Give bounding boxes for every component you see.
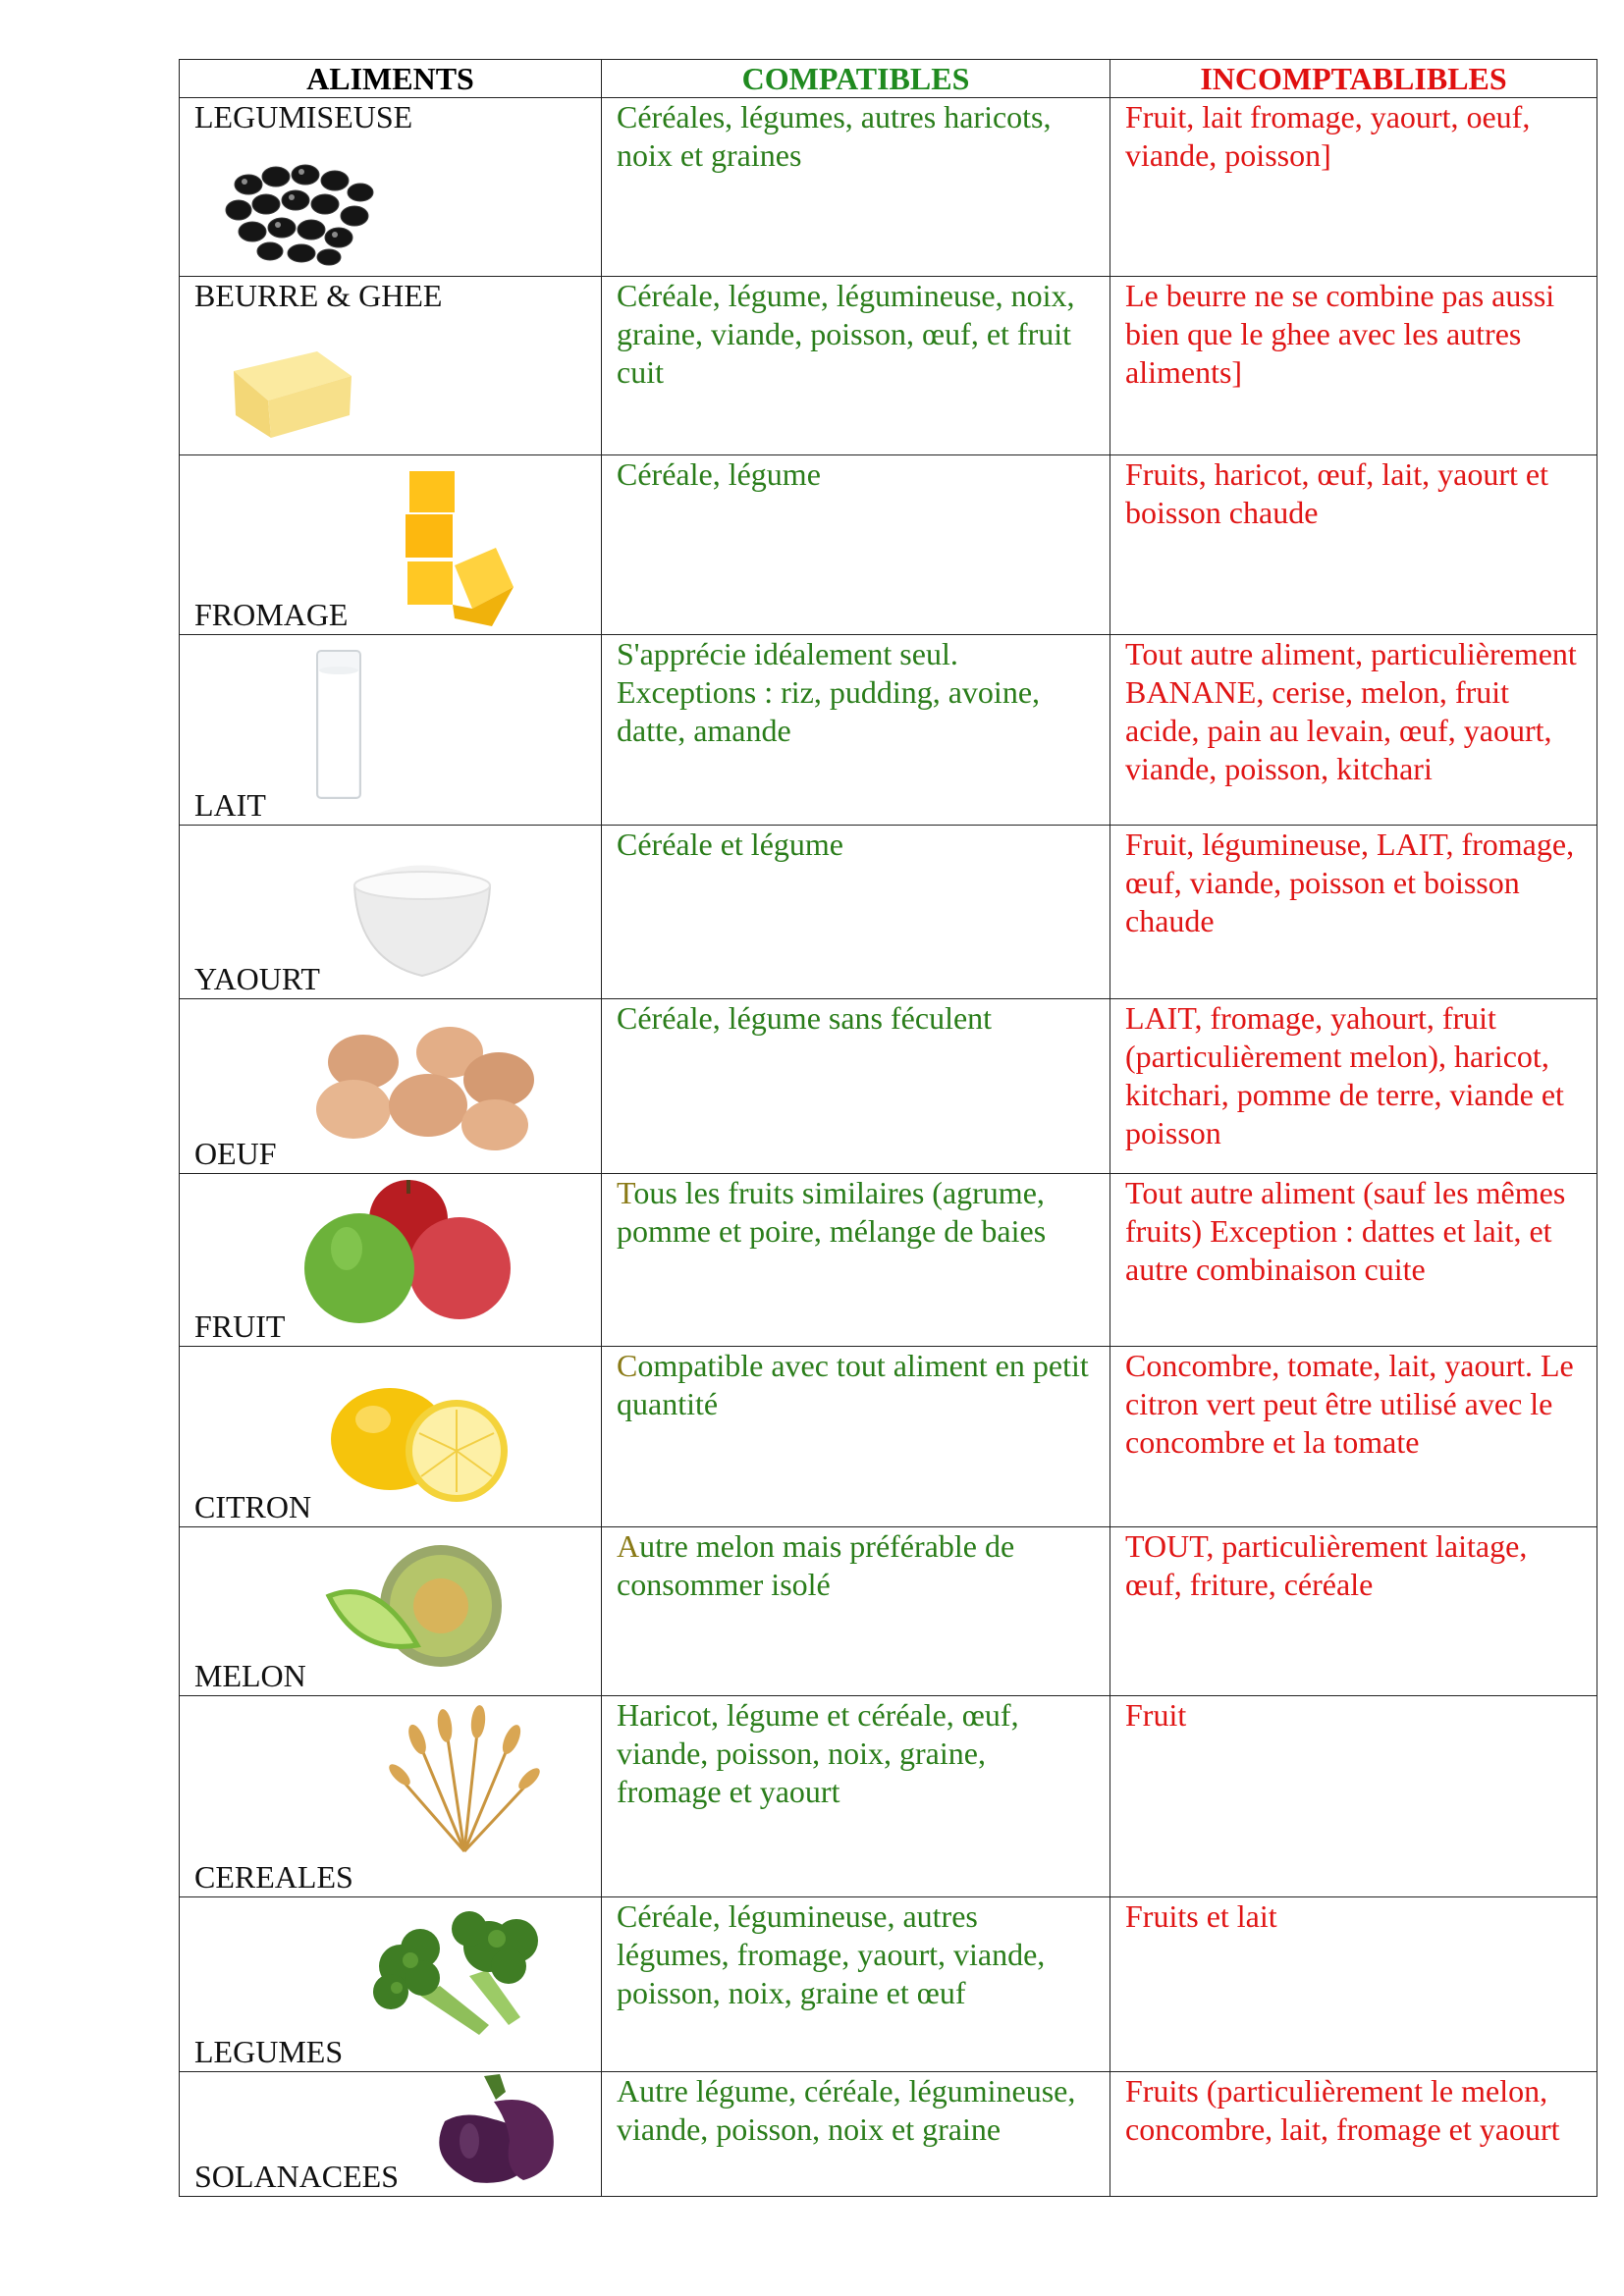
- compatible-text: Céréale et légume: [617, 827, 843, 862]
- table-row: [180, 1527, 1597, 1696]
- compatible-text: ompatible avec tout aliment en petit quantité: [617, 1348, 1089, 1421]
- compatible-first-letter: A: [617, 1528, 640, 1564]
- compatible-first-letter: C: [617, 1348, 638, 1383]
- food-name: BEURRE & GHEE: [194, 278, 443, 313]
- food-name: MELON: [194, 1658, 306, 1693]
- milk-glass-icon: [309, 647, 368, 804]
- incompatible-cell: Le beurre ne se combine pas aussi bien que le ghee avec les autres aliments]: [1110, 277, 1597, 455]
- food-cell: [180, 2072, 602, 2197]
- compatible-cell: [602, 2072, 1110, 2197]
- table-row: [180, 1174, 1597, 1347]
- black-beans-icon: [219, 155, 386, 268]
- incompatible-cell: Fruits, haricot, œuf, lait, yaourt et boisson chaude: [1110, 455, 1597, 635]
- broccoli-icon: [361, 1907, 558, 2045]
- food-name: LAIT: [194, 787, 266, 823]
- food-name: LEGUMES: [194, 2034, 344, 2069]
- table-row: [180, 1696, 1597, 1897]
- food-name: FROMAGE: [194, 597, 349, 632]
- incompatible-cell: Fruit, légumineuse, LAIT, fromage, œuf, viande, poisson et boisson chaude: [1110, 826, 1597, 999]
- compatible-cell: [602, 1527, 1110, 1696]
- incompatible-cell: Fruits et lait: [1110, 1897, 1597, 2072]
- compatible-text: Haricot, légume et céréale, œuf, viande, poisson, noix, graine, fromage et yaourt: [617, 1697, 1019, 1809]
- food-cell: [180, 98, 602, 277]
- food-name: YAOURT: [194, 961, 320, 996]
- food-name: SOLANACEES: [194, 2159, 400, 2194]
- table-row: [180, 826, 1597, 999]
- food-cell: [180, 826, 602, 999]
- incompatible-cell: Tout autre aliment, particulièrement BANANE, cerise, melon, fruit acide, pain au levain, œuf, yaourt, viande, poisson, kitchari: [1110, 635, 1597, 826]
- food-cell: [180, 1347, 602, 1527]
- page: [179, 59, 1597, 2197]
- food-cell: [180, 455, 602, 635]
- compatible-text: Céréale, légume: [617, 456, 821, 492]
- compatible-text: Céréales, légumes, autres haricots, noix et graines: [617, 99, 1052, 173]
- table-row: [180, 2072, 1597, 2197]
- food-name: OEUF: [194, 1136, 277, 1171]
- food-cell: [180, 277, 602, 455]
- compatible-cell: [602, 635, 1110, 826]
- compatible-text: Céréale, légumineuse, autres légumes, fromage, yaourt, viande, poisson, noix, graine et œuf: [617, 1898, 1046, 2010]
- compatible-cell: [602, 1347, 1110, 1527]
- eggplant-icon: [415, 2072, 563, 2190]
- food-cell: [180, 1174, 602, 1347]
- incompatible-cell: Tout autre aliment (sauf les mêmes fruits) Exception : dattes et lait, et autre combinaison cuite: [1110, 1174, 1597, 1347]
- compatible-text: ous les fruits similaires (agrume, pomme et poire, mélange de baies: [617, 1175, 1047, 1249]
- compatible-text: Autre légume, céréale, légumineuse, viande, poisson, noix et graine: [617, 2073, 1076, 2147]
- butter-icon: [224, 332, 361, 440]
- header-incompatible: INCOMPTABLIBLES: [1110, 60, 1597, 98]
- compatible-cell: [602, 1174, 1110, 1347]
- table-row: [180, 1347, 1597, 1527]
- table-row: [180, 635, 1597, 826]
- incompatible-cell: Fruit, lait fromage, yaourt, oeuf, viande, poisson]: [1110, 98, 1597, 277]
- food-name: FRUIT: [194, 1308, 286, 1344]
- compatible-first-letter: T: [617, 1175, 634, 1210]
- incompatible-cell: LAIT, fromage, yahourt, fruit (particulièrement melon), haricot, kitchari, pomme de terre, viande et poisson: [1110, 999, 1597, 1174]
- compatible-cell: [602, 999, 1110, 1174]
- compatible-cell: [602, 1897, 1110, 2072]
- compatible-cell: [602, 826, 1110, 999]
- incompatible-cell: Fruits (particulièrement le melon, concombre, lait, fromage et yaourt: [1110, 2072, 1597, 2197]
- wheat-icon: [376, 1704, 543, 1861]
- eggs-icon: [302, 1023, 548, 1160]
- table-row: [180, 1897, 1597, 2072]
- food-cell: [180, 1696, 602, 1897]
- compatible-cell: [602, 455, 1110, 635]
- incompatible-cell: TOUT, particulièrement laitage, œuf, friture, céréale: [1110, 1527, 1597, 1696]
- incompatible-cell: Fruit: [1110, 1696, 1597, 1897]
- compatible-text: S'apprécie idéalement seul. Exceptions : riz, pudding, avoine, datte, amande: [617, 636, 1041, 748]
- food-cell: [180, 1527, 602, 1696]
- compatible-cell: [602, 277, 1110, 455]
- food-compatibility-table: [179, 59, 1597, 2197]
- table-row: [180, 455, 1597, 635]
- header-compatible: COMPATIBLES: [602, 60, 1110, 98]
- food-name: CITRON: [194, 1489, 312, 1524]
- header-row: [180, 60, 1597, 98]
- table-row: [180, 98, 1597, 277]
- compatible-text: Céréale, légume sans féculent: [617, 1000, 993, 1036]
- food-cell: [180, 635, 602, 826]
- cheese-icon: [398, 471, 515, 628]
- incompatible-cell: Concombre, tomate, lait, yaourt. Le citron vert peut être utilisé avec le concombre et la tomate: [1110, 1347, 1597, 1527]
- table-row: [180, 277, 1597, 455]
- header-food: ALIMENTS: [180, 60, 602, 98]
- food-cell: [180, 1897, 602, 2072]
- lemon-icon: [319, 1370, 515, 1508]
- compatible-text: Céréale, légume, légumineuse, noix, graine, viande, poisson, œuf, et fruit cuit: [617, 278, 1075, 390]
- yogurt-bowl-icon: [349, 853, 496, 981]
- compatible-cell: [602, 98, 1110, 277]
- food-name: CEREALES: [194, 1859, 353, 1895]
- compatible-text: utre melon mais préférable de consommer isolé: [617, 1528, 1015, 1602]
- apples-icon: [302, 1180, 518, 1327]
- food-cell: [180, 999, 602, 1174]
- compatible-cell: [602, 1696, 1110, 1897]
- melon-icon: [319, 1537, 515, 1675]
- table-row: [180, 999, 1597, 1174]
- food-name: LEGUMISEUSE: [194, 99, 413, 134]
